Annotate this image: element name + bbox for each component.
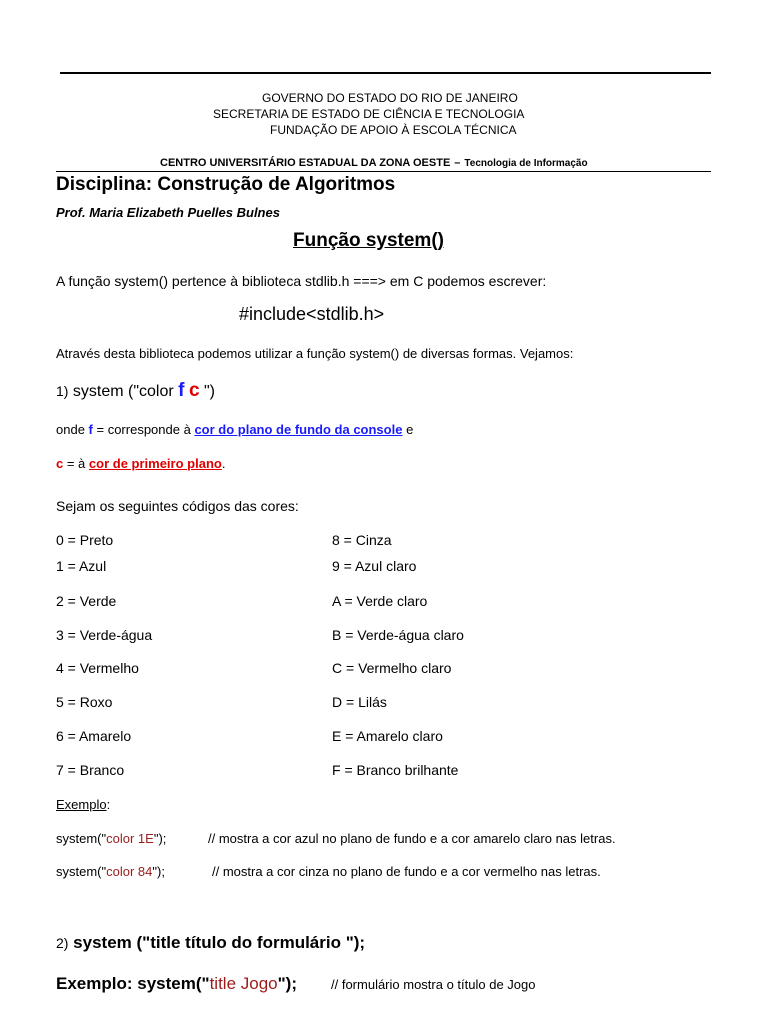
top-rule [60, 72, 711, 74]
color-code-left: 3 = Verde-água [56, 627, 153, 643]
ex3-argument: title Jogo [209, 974, 278, 993]
example-label: Exemplo [56, 797, 107, 812]
page-title: Função system() [293, 230, 444, 251]
usage-text: Através desta biblioteca podemos utilizar a função system() de diversas formas. Vejamos: [56, 346, 574, 361]
section-1-number: 1) [56, 383, 69, 399]
include-line: #include<stdlib.h> [239, 304, 385, 324]
header-university [160, 157, 588, 169]
color-code-right: F = Branco brilhante [332, 762, 459, 778]
university-area: Tecnologia de Informação [464, 158, 588, 169]
where-c-mid: = à [63, 456, 89, 471]
foreground-color-link[interactable]: cor de primeiro plano [88, 456, 222, 471]
color-code-left: 0 = Preto [56, 532, 114, 548]
color-code-right: E = Amarelo claro [332, 728, 443, 744]
where-f-letter: f [88, 422, 93, 437]
ex3-suffix: "); [277, 974, 297, 993]
section-1-prefix: system ("color [68, 383, 179, 400]
example-colon: : [106, 797, 111, 812]
example-label-line [56, 797, 110, 812]
example-1-code [56, 831, 166, 846]
color-code-right: 9 = Azul claro [332, 558, 417, 574]
section-2-heading [56, 933, 365, 953]
header-foundation: FUNDAÇÃO DE APOIO À ESCOLA TÉCNICA [270, 123, 517, 137]
header-government: GOVERNO DO ESTADO DO RIO DE JANEIRO [262, 91, 518, 105]
ex3-prefix: Exemplo: system(" [56, 974, 210, 993]
header-secretariat: SECRETARIA DE ESTADO DE CIÊNCIA E TECNOLOGIA [213, 107, 525, 121]
background-color-link[interactable]: cor do plano de fundo da console [194, 422, 403, 437]
where-f-suffix: e [402, 422, 414, 437]
intro-text: A função system() pertence à biblioteca stdlib.h ===> em C podemos escrever: [56, 273, 547, 289]
color-code-left: 5 = Roxo [56, 694, 113, 710]
example-2-code [56, 864, 165, 879]
where-f-prefix: onde [56, 422, 89, 437]
section-2-number: 2) [56, 935, 69, 951]
where-f-mid: = corresponde à [92, 422, 195, 437]
ex2-prefix: system(" [56, 864, 107, 879]
ex2-suffix: "); [152, 864, 165, 879]
where-f-line [56, 422, 413, 437]
ex1-argument: color 1E [106, 831, 154, 846]
color-code-left: 6 = Amarelo [56, 728, 132, 744]
example-3-comment: // formulário mostra o título de Jogo [331, 977, 536, 992]
example-1-comment: // mostra a cor azul no plano de fundo e a cor amarelo claro nas letras. [208, 831, 616, 846]
color-code-left: 4 = Vermelho [56, 660, 139, 676]
color-code-right: B = Verde-água claro [332, 627, 464, 643]
color-code-left: 2 = Verde [56, 593, 117, 609]
discipline-title: Disciplina: Construção de Algoritmos [56, 174, 396, 195]
codes-intro: Sejam os seguintes códigos das cores: [56, 498, 299, 514]
ex2-argument: color 84 [106, 864, 153, 879]
section-1-heading [56, 380, 215, 402]
color-code-left: 1 = Azul [56, 558, 107, 574]
example-2-comment: // mostra a cor cinza no plano de fundo e a cor vermelho nas letras. [212, 864, 601, 879]
where-c-line [56, 456, 225, 471]
color-code-right: C = Vermelho claro [332, 660, 452, 676]
color-code-left: 7 = Branco [56, 762, 125, 778]
color-code-right: A = Verde claro [332, 593, 428, 609]
color-code-right: 8 = Cinza [332, 532, 392, 548]
color-code-right: D = Lilás [332, 694, 387, 710]
param-c: c [188, 380, 200, 401]
professor-name: Prof. Maria Elizabeth Puelles Bulnes [56, 205, 280, 220]
where-c-suffix: . [221, 456, 226, 471]
section-2-text: system ("title título do formulário "); [68, 933, 366, 952]
university-separator: – [454, 157, 461, 169]
param-f: f [178, 380, 185, 401]
example-3-code [56, 974, 297, 994]
section-1-suffix: ") [199, 383, 215, 400]
where-c-letter: c [56, 456, 64, 471]
ex1-suffix: "); [153, 831, 167, 846]
header-rule [56, 171, 711, 172]
university-name: CENTRO UNIVERSITÁRIO ESTADUAL DA ZONA OESTE [160, 157, 451, 169]
ex1-prefix: system(" [56, 831, 107, 846]
